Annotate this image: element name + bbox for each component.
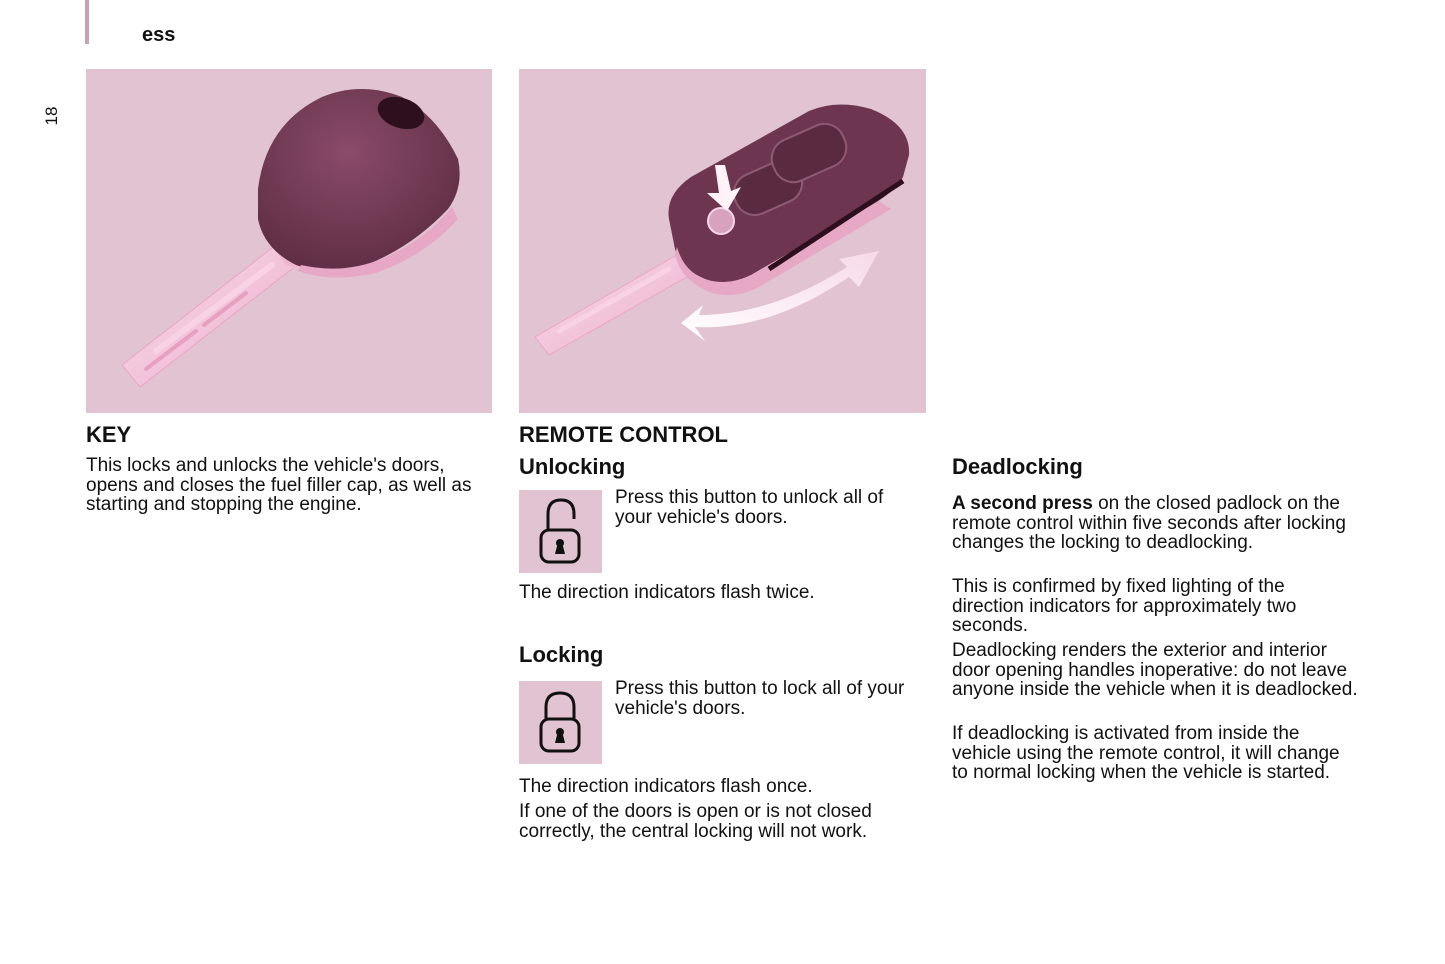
deadlocking-heading: Deadlocking — [952, 454, 1083, 479]
deadlocking-para-1-text: on the closed padlock on the remote control within five seconds after locking changes the locking to deadlocking. — [952, 493, 1346, 553]
deadlocking-para-3: Deadlocking renders the exterior and interior door opening handles inoperative: do not leave anyone inside the vehicle when it is deadlocked. — [952, 640, 1358, 700]
remote-control-heading: REMOTE CONTROL — [519, 422, 728, 447]
page-number: 18 — [42, 106, 61, 126]
deadlocking-emphasis: A second press — [952, 493, 1093, 514]
unlock-instruction: Press this button to unlock all of your vehicle's doors. — [615, 487, 884, 528]
unlocking-heading: Unlocking — [519, 454, 626, 479]
unlocked-padlock-icon — [519, 490, 602, 573]
locked-padlock-icon — [519, 681, 602, 764]
header-title: ess — [142, 24, 176, 46]
lock-button-box — [519, 681, 602, 764]
deadlocking-para-4: If deadlocking is activated from inside the vehicle using the remote control, it will change to normal locking when the vehicle is started. — [952, 723, 1340, 783]
key-description: This locks and unlocks the vehicle's doors, opens and closes the fuel filler cap, as well as starting and stopping the engine. — [86, 455, 472, 515]
car-key-icon — [86, 69, 492, 413]
key-heading: KEY — [86, 422, 132, 447]
lock-instruction: Press this button to lock all of your vehicle's doors. — [615, 678, 905, 719]
unlock-note: The direction indicators flash twice. — [519, 582, 815, 603]
key-illustration — [86, 69, 492, 413]
lock-note-doors: If one of the doors is open or is not closed correctly, the central locking will not work. — [519, 801, 872, 842]
header-accent-bar — [85, 0, 89, 44]
locking-heading: Locking — [519, 642, 604, 667]
deadlocking-para-2: This is confirmed by fixed lighting of the direction indicators for approximately two seconds. — [952, 576, 1297, 636]
folding-remote-key-icon — [519, 69, 926, 413]
remote-control-illustration — [519, 69, 926, 413]
deadlocking-para-1 — [952, 494, 1362, 553]
unlock-button-box — [519, 490, 602, 573]
lock-note-flash: The direction indicators flash once. — [519, 776, 813, 797]
